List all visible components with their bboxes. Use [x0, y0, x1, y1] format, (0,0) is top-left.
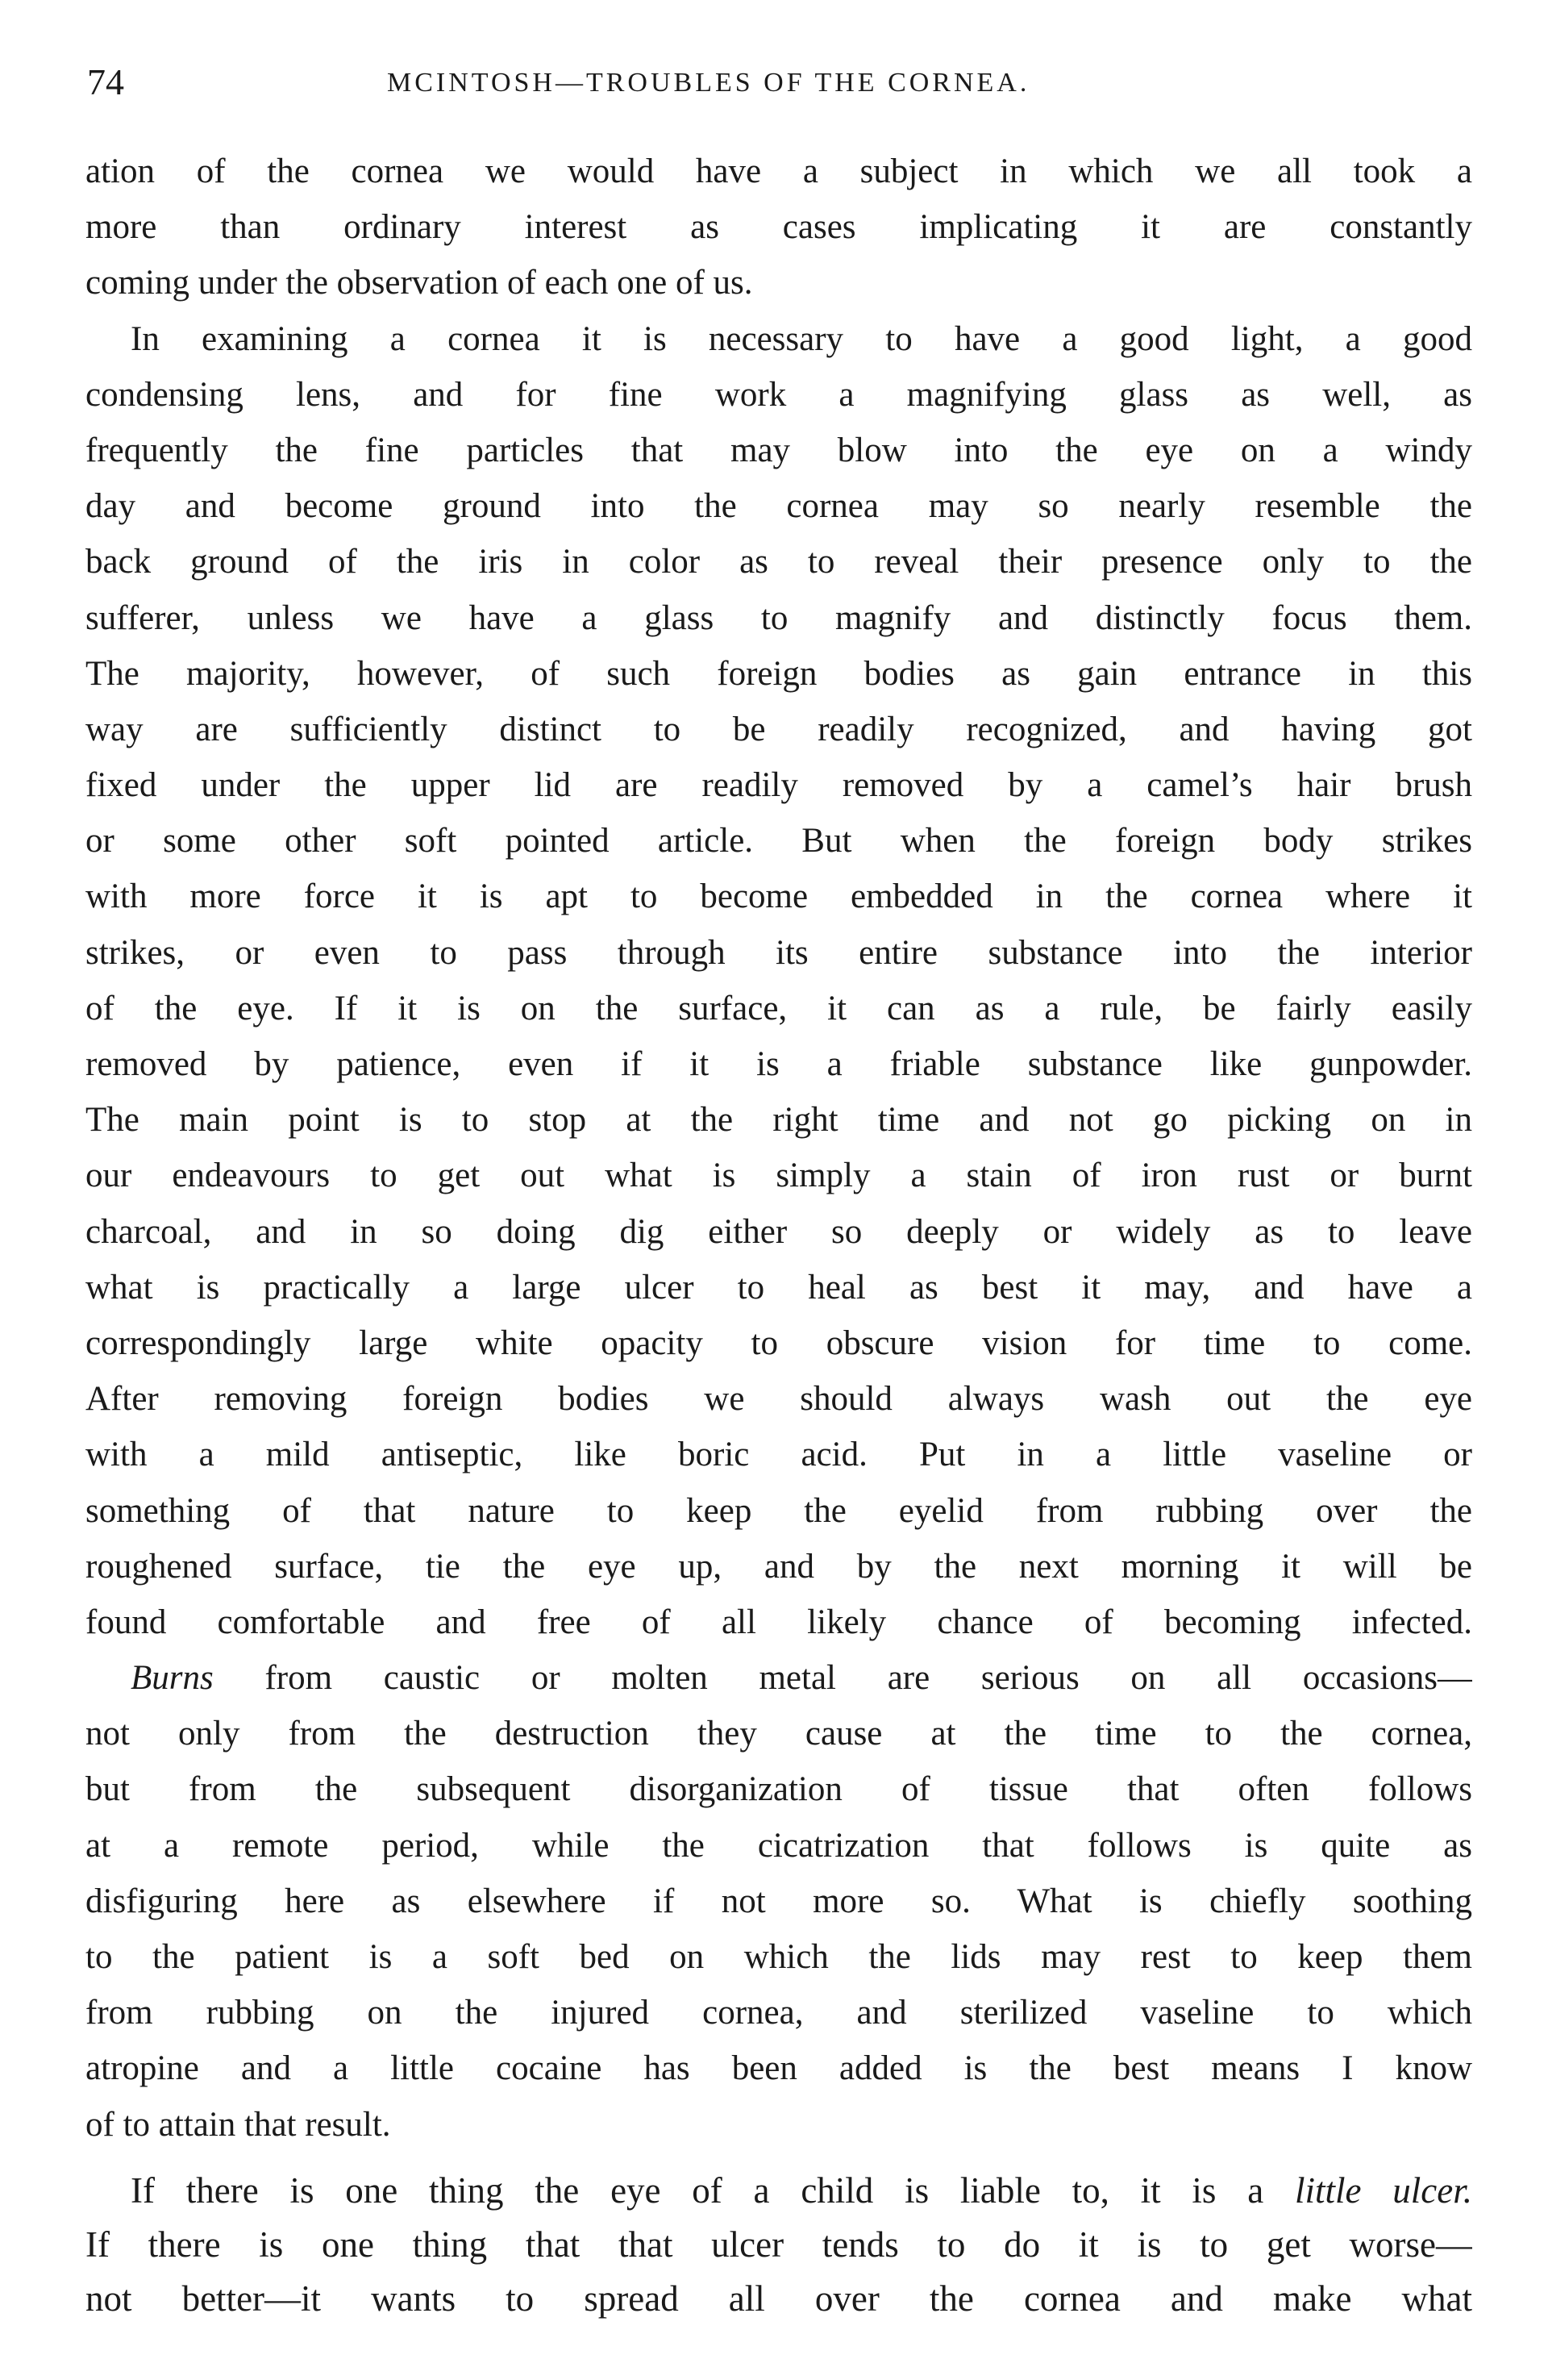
text-line: our endeavours to get out what is simply a stain of iron rust or burnt — [85, 1157, 1472, 1195]
text-line: something of that nature to keep the eyelid from rubbing over the — [85, 1491, 1472, 1530]
ulcer-paragraph-first-line — [85, 2164, 1472, 2218]
text-line: The majority, however, of such foreign bodies as gain entrance in this — [85, 654, 1472, 693]
burns-italic-word: Burns — [131, 1659, 214, 1698]
burns-paragraph-first-line — [85, 1650, 1472, 1706]
text-line: charcoal, and in so doing dig either so deeply or widely as to leave — [85, 1212, 1472, 1251]
text-line: at a remote period, while the cicatrization that follows is quite as — [85, 1826, 1472, 1865]
text-line: The main point is to stop at the right time and not go picking on in — [85, 1101, 1472, 1140]
page-number: 74 — [87, 61, 124, 102]
text-line: with more force it is apt to become embedded in the cornea where it — [85, 877, 1472, 916]
text-line: back ground of the iris in color as to reveal their presence only to the — [85, 543, 1472, 581]
running-title: MCINTOSH—TROUBLES OF THE CORNEA. — [387, 68, 1030, 98]
text-line: ation of the cornea we would have a subject in which we all took a — [85, 152, 1472, 190]
ulcer-line-start: If there is one thing the eye of a child is liable to, it is a — [131, 2170, 1295, 2211]
text-line: not only from the destruction they cause at the time to the cornea, — [85, 1715, 1472, 1753]
ulcer-paragraph — [85, 2164, 1472, 2326]
text-line: more than ordinary interest as cases implicating it are constantly — [85, 208, 1472, 247]
text-line: correspondingly large white opacity to obscure vision for time to come. — [85, 1323, 1472, 1362]
text-line: After removing foreign bodies we should always wash out the eye — [85, 1380, 1472, 1419]
text-line: atropine and a little cocaine has been added is the best means I know — [85, 2049, 1472, 2088]
ulcer-italic-phrase: little ulcer. — [1294, 2170, 1472, 2211]
text-line: disfiguring here as elsewhere if not more so. What is chiefly soothing — [85, 1882, 1472, 1920]
text-line: but from the subsequent disorganization of tissue that often follows — [85, 1770, 1472, 1809]
text-line: strikes, or even to pass through its entire substance into the interior — [85, 933, 1472, 972]
burns-line-rest: from caustic or molten metal are serious on all occasions— — [213, 1659, 1472, 1698]
paragraph-gap — [85, 2153, 1472, 2164]
text-line: coming under the observation of each one of us. — [85, 264, 753, 302]
text-line: what is practically a large ulcer to heal as best it may, and have a — [85, 1268, 1472, 1307]
text-line: of to attain that result. — [85, 2105, 391, 2144]
text-line: or some other soft pointed article. But when the foreign body strikes — [85, 822, 1472, 861]
text-line: removed by patience, even if it is a friable substance like gunpowder. — [85, 1045, 1472, 1083]
text-line: roughened surface, tie the eye up, and by the next morning it will be — [85, 1547, 1472, 1586]
body-text — [85, 144, 1472, 2326]
text-line: found comfortable and free of all likely chance of becoming infected. — [85, 1603, 1472, 1641]
text-line: of the eye. If it is on the surface, it can as a rule, be fairly easily — [85, 989, 1472, 1027]
text-line: frequently the fine particles that may blow into the eye on a windy — [85, 431, 1472, 469]
text-line: condensing lens, and for fine work a magnifying glass as well, as — [85, 375, 1472, 414]
text-line: from rubbing on the injured cornea, and sterilized vaseline to which — [85, 1994, 1472, 2032]
text-line: not better—it wants to spread all over the cornea and make what — [85, 2278, 1472, 2319]
text-line: with a mild antiseptic, like boric acid. Put in a little vaseline or — [85, 1436, 1472, 1474]
text-line: to the patient is a soft bed on which the lids may rest to keep them — [85, 1938, 1472, 1976]
text-line: In examining a cornea it is necessary to have a good light, a good — [131, 319, 1472, 358]
page-header — [81, 58, 1467, 106]
text-line: If there is one thing that that ulcer tends to do it is to get worse— — [85, 2224, 1472, 2265]
text-line: day and become ground into the cornea may so nearly resemble the — [85, 487, 1472, 526]
text-line: fixed under the upper lid are readily removed by a camel’s hair brush — [85, 766, 1472, 805]
text-line: way are sufficiently distinct to be readily recognized, and having got — [85, 710, 1472, 748]
text-line: sufferer, unless we have a glass to magnify and distinctly focus them. — [85, 598, 1472, 637]
